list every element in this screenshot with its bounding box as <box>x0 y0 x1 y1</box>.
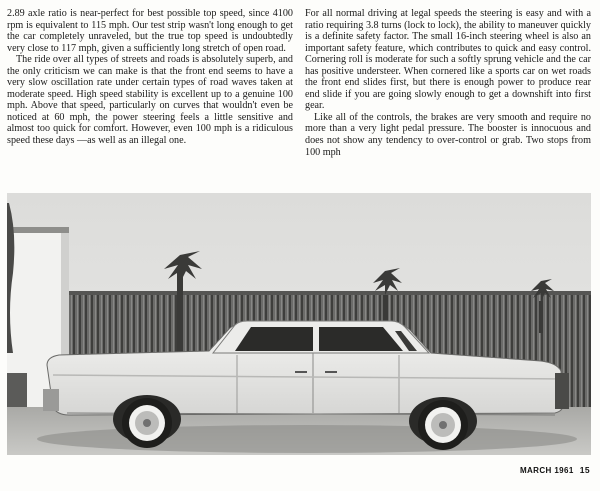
issue-date: MARCH 1961 <box>519 466 574 475</box>
front-wheel <box>122 398 172 448</box>
page-footer <box>520 465 590 475</box>
paragraph: 2.89 axle ratio is near-perfect for best possible top speed, since 4100 rpm is equivalent to 115 mph. Our test strip wasn't long enough to get the car completely unraveled, but the true top speed is undoubtedly very close to 117 mph, given a sufficiently long stretch of open road. <box>7 8 293 54</box>
left-column <box>7 8 293 188</box>
car-photo <box>7 193 591 455</box>
paragraph: For all normal driving at legal speeds the steering is easy and with a ratio requiring 3.8 turns (lock to lock), the ability to maneuver quickly is a definite safety factor. The small 16-inch steering wheel is also an important safety feature, which contributes to quick and easy control. Cornering roll is moderate for such a softly sprung vehicle and the car has positive understeer. When cornered like a sports car on wet roads the front end slides first, but there is enough power to produce rear end slide if you are going slowly enough to get a downshift into first gear. <box>305 8 591 112</box>
paragraph: The ride over all types of streets and roads is absolutely superb, and the only criticism we can make is that the front end seems to have a very slow oscillation rate under certain types of road waves taken at moderate speed. High speed stability is excellent up to a genuine 100 mph. Above that speed, particularly on curves that wouldn't even be noticed at 60 mph, the power steering feels a little sensitive and almost too quick for comfort. However, even 100 mph is a ridiculous speed these days —as well as an illegal one. <box>7 54 293 147</box>
article-body <box>7 8 591 188</box>
page-number: 15 <box>579 465 590 475</box>
rear-wheel <box>418 400 468 450</box>
paragraph: Like all of the controls, the brakes are very smooth and require no more than a very light pedal pressure. The booster is innocuous and does not show any tendency to over-control or grab. Two stops from 100 mph <box>305 111 591 158</box>
right-column <box>305 8 591 188</box>
